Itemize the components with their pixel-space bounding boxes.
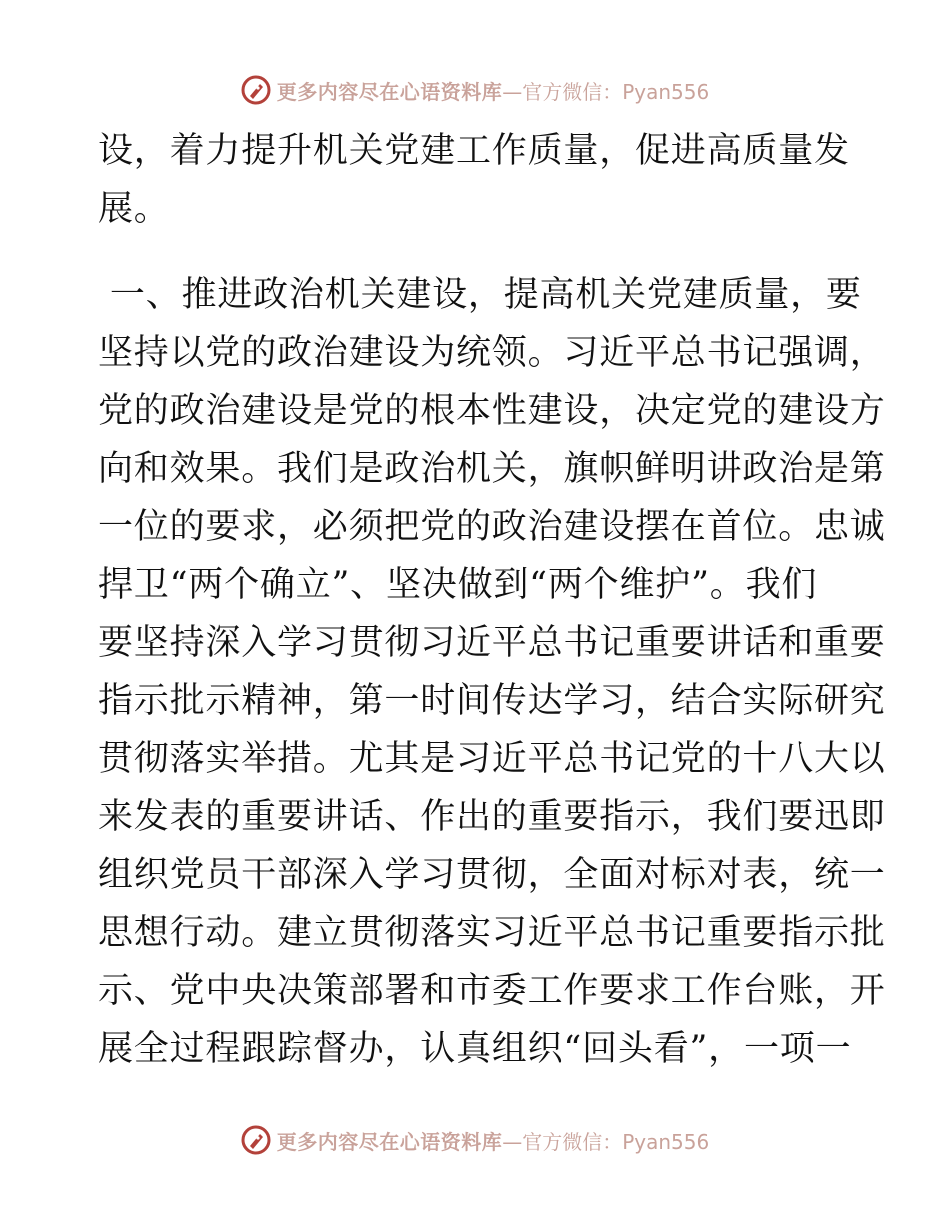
text-line: 捍卫“两个确立”、坚决做到“两个维护”。我们 xyxy=(98,565,818,605)
text-line: 党的政治建设是党的根本性建设，决定党的建设方 xyxy=(98,391,886,431)
watermark-text: 更多内容尽在心语资料库 xyxy=(276,1129,503,1154)
paragraph-2 xyxy=(98,266,886,1078)
text-line: 展。 xyxy=(98,189,170,229)
text-line: 思想行动。建立贯彻落实习近平总书记重要指示批 xyxy=(98,913,886,953)
text-line: 向和效果。我们是政治机关，旗帜鲜明讲政治是第 xyxy=(98,449,886,489)
text-line: 一位的要求，必须把党的政治建设摆在首位。忠诚 xyxy=(98,507,886,547)
paragraph-1 xyxy=(98,122,858,238)
watermark-contact: —官方微信：Pyan556 xyxy=(502,79,710,104)
text-line: 示、党中央决策部署和市委工作要求工作台账，开 xyxy=(98,971,886,1011)
watermark-contact: —官方微信：Pyan556 xyxy=(502,1129,710,1154)
text-line: 要坚持深入学习贯彻习近平总书记重要讲话和重要 xyxy=(98,623,886,663)
document-body xyxy=(98,122,886,1078)
text-line: 来发表的重要讲话、作出的重要指示，我们要迅即 xyxy=(98,797,886,837)
section-heading-line: 一、推进政治机关建设，提高机关党建质量，要 xyxy=(98,275,862,315)
header-watermark xyxy=(0,70,950,110)
text-line: 设，着力提升机关党建工作质量，促进高质量发 xyxy=(98,131,850,171)
paragraph-gap xyxy=(98,238,858,266)
text-line: 贯彻落实举措。尤其是习近平总书记党的十八大以 xyxy=(98,739,886,779)
pen-nib-logo-icon xyxy=(241,1125,271,1155)
text-line: 展全过程跟踪督办，认真组织“回头看”，一项一 xyxy=(98,1029,852,1069)
text-line: 指示批示精神，第一时间传达学习，结合实际研究 xyxy=(98,681,886,721)
text-line: 组织党员干部深入学习贯彻，全面对标对表，统一 xyxy=(98,855,886,895)
pen-nib-logo-icon xyxy=(241,75,271,105)
text-line: 坚持以党的政治建设为统领。习近平总书记强调， xyxy=(98,333,886,373)
footer-watermark xyxy=(0,1120,950,1160)
watermark-text: 更多内容尽在心语资料库 xyxy=(276,79,503,104)
